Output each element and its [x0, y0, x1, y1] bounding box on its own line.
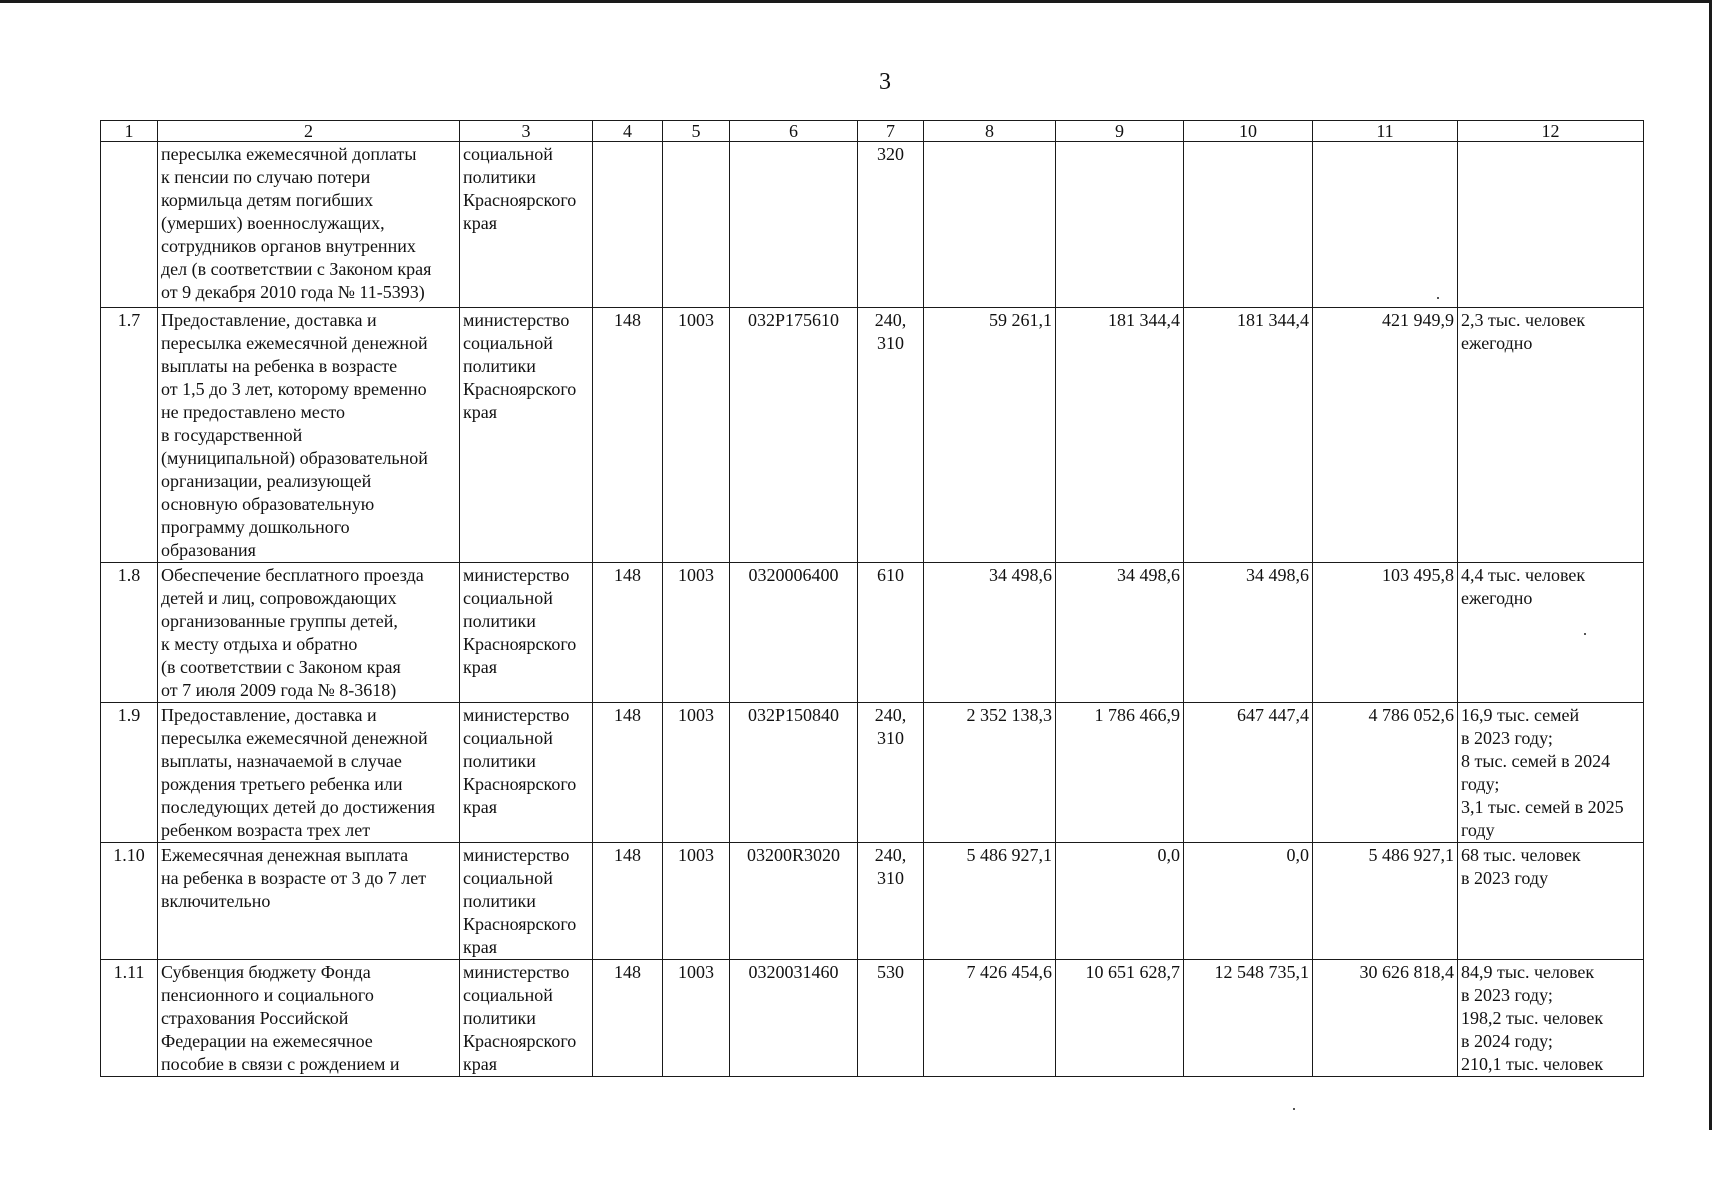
amount-col-10 — [1184, 142, 1313, 308]
responsible-agency: министерство социальной политики Красноярского края — [460, 563, 593, 703]
measure-name: Субвенция бюджету Фонда пенсионного и социального страхования Российской Федерации на ежемесячное пособие в связи с рождением и — [158, 960, 460, 1077]
responsible-agency: министерство социальной политики Красноярского края — [460, 843, 593, 960]
code-col-5: 1003 — [663, 960, 730, 1077]
column-header: 11 — [1313, 121, 1458, 142]
code-col-6 — [730, 142, 858, 308]
column-header: 6 — [730, 121, 858, 142]
scan-speck — [1437, 297, 1439, 299]
measure-name: Предоставление, доставка и пересылка ежемесячной денежной выплаты на ребенка в возрасте от 1,5 до 3 лет, которому временно не предоставлено место в государственной (муниципальной) образовательной организации, реализующей основную образовательную программу дошкольного образования — [158, 308, 460, 563]
amount-col-8: 5 486 927,1 — [924, 843, 1056, 960]
result-col-12: 84,9 тыс. человек в 2023 году; 198,2 тыс. человек в 2024 году; 210,1 тыс. человек — [1458, 960, 1644, 1077]
amount-col-9 — [1056, 142, 1184, 308]
code-col-7: 530 — [858, 960, 924, 1077]
amount-col-11: 421 949,9 — [1313, 308, 1458, 563]
result-col-12: 4,4 тыс. человек ежегодно — [1458, 563, 1644, 703]
measure-name: Предоставление, доставка и пересылка ежемесячной денежной выплаты, назначаемой в случае рождения третьего ребенка или последующих детей до достижения ребенком возраста трех лет — [158, 703, 460, 843]
amount-col-8: 34 498,6 — [924, 563, 1056, 703]
column-header: 2 — [158, 121, 460, 142]
amount-col-8: 2 352 138,3 — [924, 703, 1056, 843]
code-col-4: 148 — [593, 960, 663, 1077]
measure-name: Обеспечение бесплатного проезда детей и лиц, сопровождающих организованные группы детей, к месту отдыха и обратно (в соответствии с Законом края от 7 июля 2009 года № 8-3618) — [158, 563, 460, 703]
scan-top-border — [0, 0, 1712, 3]
code-col-6: 0320031460 — [730, 960, 858, 1077]
table-row — [101, 563, 1644, 703]
column-header: 8 — [924, 121, 1056, 142]
row-number: 1.8 — [101, 563, 158, 703]
result-col-12 — [1458, 142, 1644, 308]
table-row — [101, 308, 1644, 563]
responsible-agency: министерство социальной политики Красноярского края — [460, 703, 593, 843]
code-col-7: 240, 310 — [858, 703, 924, 843]
table-row — [101, 703, 1644, 843]
amount-col-10: 0,0 — [1184, 843, 1313, 960]
row-number: 1.10 — [101, 843, 158, 960]
amount-col-11: 30 626 818,4 — [1313, 960, 1458, 1077]
measure-name: пересылка ежемесячной доплаты к пенсии по случаю потери кормильца детям погибших (умерших) военнослужащих, сотрудников органов внутренних дел (в соответствии с Законом края от 9 декабря 2010 года № 11-5393) — [158, 142, 460, 308]
code-col-7: 240, 310 — [858, 308, 924, 563]
result-col-12: 2,3 тыс. человек ежегодно — [1458, 308, 1644, 563]
column-header: 3 — [460, 121, 593, 142]
code-col-6: 0320006400 — [730, 563, 858, 703]
responsible-agency: социальной политики Красноярского края — [460, 142, 593, 308]
amount-col-10: 34 498,6 — [1184, 563, 1313, 703]
amount-col-9: 0,0 — [1056, 843, 1184, 960]
column-header: 12 — [1458, 121, 1644, 142]
amount-col-9: 1 786 466,9 — [1056, 703, 1184, 843]
result-col-12: 68 тыс. человек в 2023 году — [1458, 843, 1644, 960]
amount-col-8: 59 261,1 — [924, 308, 1056, 563]
budget-table — [100, 120, 1644, 1077]
code-col-6: 03200R3020 — [730, 843, 858, 960]
amount-col-11: 5 486 927,1 — [1313, 843, 1458, 960]
code-col-6: 032P150840 — [730, 703, 858, 843]
table-header-row — [101, 121, 1644, 142]
code-col-5: 1003 — [663, 843, 730, 960]
column-header: 4 — [593, 121, 663, 142]
page-number: 3 — [879, 69, 891, 95]
table-row — [101, 843, 1644, 960]
code-col-7: 610 — [858, 563, 924, 703]
code-col-4: 148 — [593, 308, 663, 563]
table-row — [101, 142, 1644, 308]
column-header: 5 — [663, 121, 730, 142]
amount-col-9: 10 651 628,7 — [1056, 960, 1184, 1077]
result-col-12: 16,9 тыс. семей в 2023 году; 8 тыс. семей в 2024 году; 3,1 тыс. семей в 2025 году — [1458, 703, 1644, 843]
column-header: 1 — [101, 121, 158, 142]
code-col-5: 1003 — [663, 308, 730, 563]
code-col-4 — [593, 142, 663, 308]
code-col-5: 1003 — [663, 563, 730, 703]
amount-col-8: 7 426 454,6 — [924, 960, 1056, 1077]
amount-col-11: 4 786 052,6 — [1313, 703, 1458, 843]
row-number — [101, 142, 158, 308]
amount-col-10: 647 447,4 — [1184, 703, 1313, 843]
responsible-agency: министерство социальной политики Красноярского края — [460, 960, 593, 1077]
amount-col-11 — [1313, 142, 1458, 308]
code-col-7: 320 — [858, 142, 924, 308]
amount-col-9: 34 498,6 — [1056, 563, 1184, 703]
column-header: 7 — [858, 121, 924, 142]
code-col-5 — [663, 142, 730, 308]
row-number: 1.9 — [101, 703, 158, 843]
code-col-4: 148 — [593, 563, 663, 703]
amount-col-11: 103 495,8 — [1313, 563, 1458, 703]
amount-col-10: 181 344,4 — [1184, 308, 1313, 563]
code-col-4: 148 — [593, 843, 663, 960]
code-col-7: 240, 310 — [858, 843, 924, 960]
row-number: 1.11 — [101, 960, 158, 1077]
row-number: 1.7 — [101, 308, 158, 563]
amount-col-10: 12 548 735,1 — [1184, 960, 1313, 1077]
amount-col-9: 181 344,4 — [1056, 308, 1184, 563]
scan-speck — [1584, 633, 1586, 635]
code-col-5: 1003 — [663, 703, 730, 843]
code-col-4: 148 — [593, 703, 663, 843]
table-row — [101, 960, 1644, 1077]
scan-speck — [1293, 1108, 1295, 1110]
column-header: 9 — [1056, 121, 1184, 142]
measure-name: Ежемесячная денежная выплата на ребенка в возрасте от 3 до 7 лет включительно — [158, 843, 460, 960]
column-header: 10 — [1184, 121, 1313, 142]
responsible-agency: министерство социальной политики Красноярского края — [460, 308, 593, 563]
amount-col-8 — [924, 142, 1056, 308]
code-col-6: 032P175610 — [730, 308, 858, 563]
